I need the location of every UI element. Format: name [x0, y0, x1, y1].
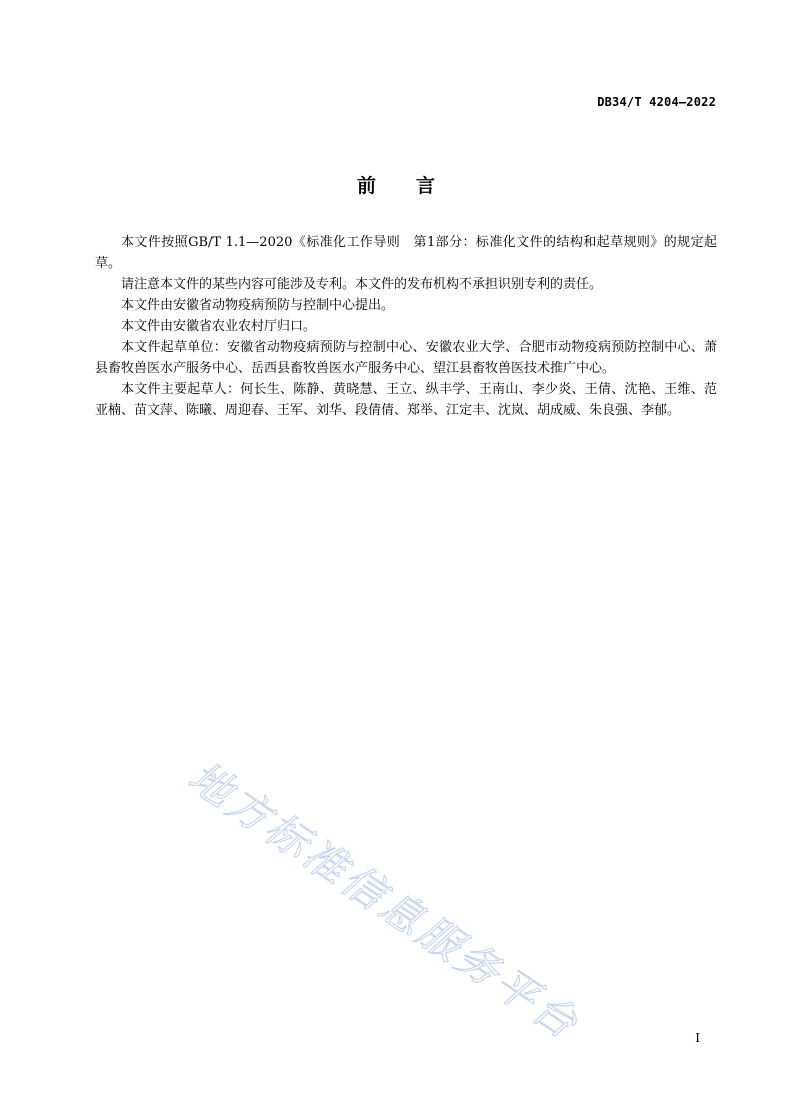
page-number: I — [695, 1031, 700, 1045]
page-title: 前言 — [356, 175, 475, 197]
document-code: DB34/T 4204—2022 — [597, 95, 716, 109]
paragraph-drafting-rules: 本文件按照GB/T 1.1—2020《标准化工作导则 第1部分：标准化文件的结构和起草规则》的规定起草。 — [95, 235, 717, 271]
paragraph-patent-notice: 请注意本文件的某些内容可能涉及专利。本文件的发布机构不承担识别专利的责任。 — [121, 277, 603, 292]
paragraph-drafters: 本文件主要起草人：何长生、陈静、黄晓慧、王立、纵丰学、王南山、李少炎、王倩、沈艳、王维、范亚楠、苗文萍、陈曦、周迎春、王军、刘华、段倩倩、郑举、江定丰、沈岚、胡成威、朱良强、李郁。 — [95, 382, 717, 418]
foreword-body — [95, 232, 717, 421]
paragraph-proposer: 本文件由安徽省动物疫病预防与控制中心提出。 — [121, 298, 395, 313]
watermark: 地方标准信息服务平台 — [179, 751, 589, 1050]
paragraph-administrator: 本文件由安徽省农业农村厅归口。 — [121, 319, 317, 334]
paragraph-drafting-units: 本文件起草单位：安徽省动物疫病预防与控制中心、安徽农业大学、合肥市动物疫病预防控制中心、萧县畜牧兽医水产服务中心、岳西县畜牧兽医水产服务中心、望江县畜牧兽医技术推广中心。 — [95, 340, 717, 376]
